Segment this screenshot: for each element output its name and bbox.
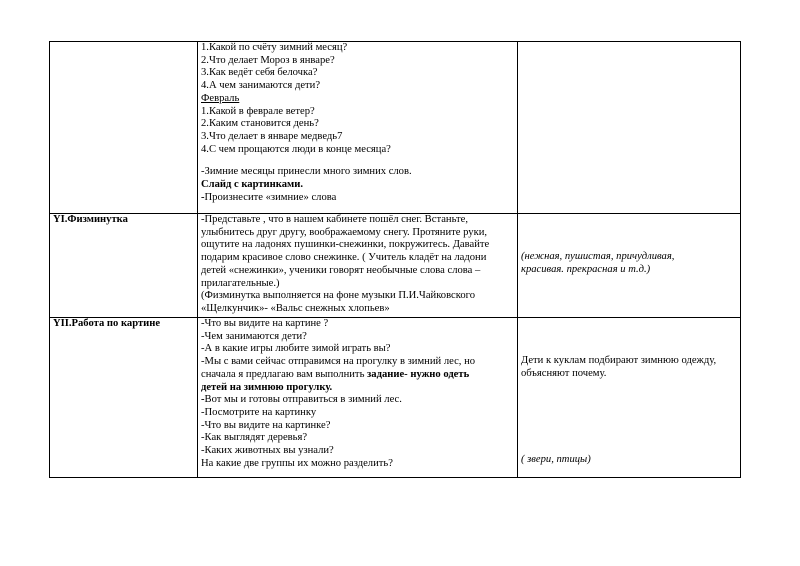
text-line: детей «снежинки», ученики говорят необычные слова слова – bbox=[201, 264, 481, 276]
notes-cell bbox=[518, 214, 741, 318]
notes-cell bbox=[518, 318, 741, 478]
pronounce-line bbox=[201, 192, 515, 205]
note-line: красивая. прекрасная и т.д.) bbox=[521, 263, 651, 275]
slide-note: Слайд с картинками. bbox=[201, 179, 303, 191]
question-line: 3.Как ведёт себя белочка? bbox=[201, 67, 318, 79]
task-line bbox=[201, 369, 515, 382]
note-line: Дети к куклам подбирают зимнюю одежду, bbox=[521, 355, 717, 366]
section-cell bbox=[50, 42, 198, 214]
content-cell bbox=[198, 318, 518, 478]
text-line: -Чем занимаются дети? bbox=[201, 330, 307, 342]
question-line: 4.С чем прощаются люди в конце месяца? bbox=[201, 143, 391, 155]
ready-text: Вот мы и готовы отправиться в зимний лес. bbox=[204, 394, 402, 406]
bold-dash: - bbox=[201, 191, 205, 203]
question-line: 1.Какой по счёту зимний месяц? bbox=[201, 42, 348, 53]
notes-cell bbox=[518, 42, 741, 214]
text-line: -Каких животных вы узнали? bbox=[201, 445, 334, 457]
question-line: 2.Что делает Мороз в январе? bbox=[201, 54, 335, 66]
text-line: -Представьте , что в нашем кабинете пошёл снег. Встаньте, bbox=[201, 214, 468, 225]
text-line: ощутите на ладонях пушинки-снежинки, покружитесь. Давайте bbox=[201, 239, 490, 251]
question-line: 3.Что делает в январе медведь7 bbox=[201, 130, 343, 142]
question-line: 2.Каким становится день? bbox=[201, 118, 319, 130]
section-cell bbox=[50, 214, 198, 318]
bold-dash: - bbox=[201, 394, 205, 406]
note-line: (нежная, пушистая, причудливая, bbox=[521, 251, 675, 262]
question-line: 1.Какой в феврале ветер? bbox=[201, 105, 315, 117]
text-line: прилагательные.) bbox=[201, 277, 280, 289]
section-cell bbox=[50, 318, 198, 478]
text-line: На какие две группы их можно разделить? bbox=[201, 457, 393, 469]
content-cell bbox=[198, 214, 518, 318]
february-heading: Февраль bbox=[201, 92, 240, 104]
ready-line bbox=[201, 394, 515, 407]
text-line: подарим красивое слово снежинке. ( Учитель кладёт на ладони bbox=[201, 252, 487, 264]
table-row bbox=[50, 318, 741, 478]
note-line: объясняют почему. bbox=[521, 367, 607, 379]
answer-note: ( звери, птицы) bbox=[521, 454, 591, 466]
text-line: (Физминутка выполняется на фоне музыки П.И.Чайковского bbox=[201, 290, 476, 302]
text-line: улыбнитесь друг другу, воображаемому снегу. Протяните руки, bbox=[201, 226, 488, 238]
task-bold-continued: детей на зимнюю прогулку. bbox=[201, 381, 333, 393]
pronounce-text: Произнесите «зимние» слова bbox=[204, 191, 337, 203]
table-row bbox=[50, 42, 741, 214]
text-line: -Что вы видите на картине ? bbox=[201, 318, 329, 329]
section-title: YII.Работа по картине bbox=[53, 318, 161, 329]
table-row bbox=[50, 214, 741, 318]
text-line: -А в какие игры любите зимой играть вы? bbox=[201, 343, 391, 355]
section-title: YI.Физминутка bbox=[53, 214, 128, 225]
content-cell bbox=[198, 42, 518, 214]
text-line: «Щелкунчик»- «Вальс снежных хлопьев» bbox=[201, 302, 390, 314]
lesson-plan-table bbox=[49, 41, 741, 478]
summary-line: -Зимние месяцы принесли много зимних слов. bbox=[201, 166, 412, 178]
question-line: 4.А чем занимаются дети? bbox=[201, 80, 321, 92]
task-bold: задание- нужно одеть bbox=[367, 368, 470, 380]
task-text: сначала я предлагаю вам выполнить bbox=[201, 368, 368, 380]
text-line: -Мы с вами сейчас отправимся на прогулку в зимний лес, но bbox=[201, 356, 476, 368]
text-line: -Как выглядят деревья? bbox=[201, 432, 308, 444]
text-line: -Посмотрите на картинку bbox=[201, 406, 317, 418]
text-line: -Что вы видите на картинке? bbox=[201, 419, 331, 431]
